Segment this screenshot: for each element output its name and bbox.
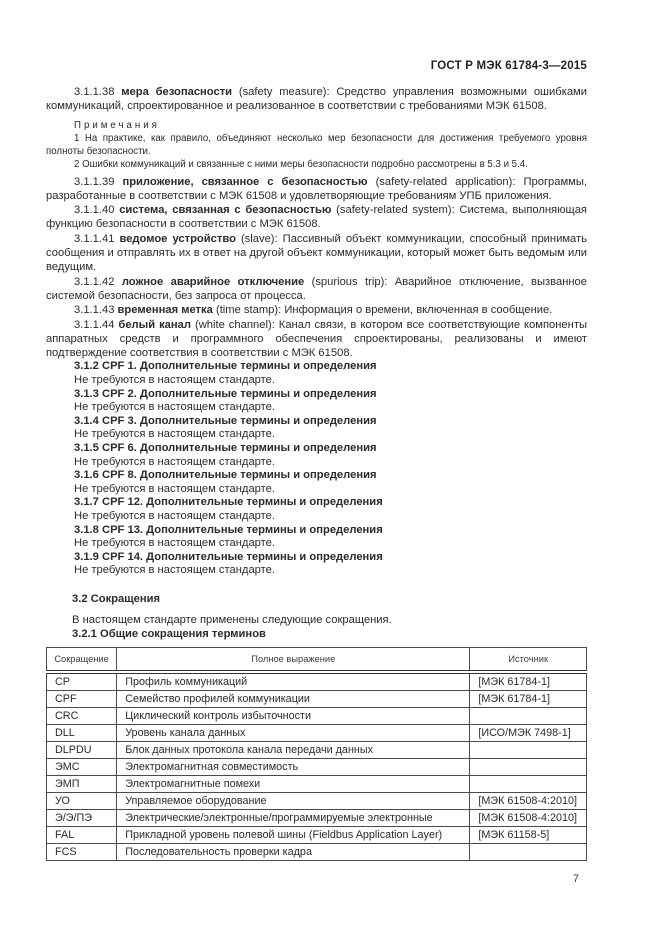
cell-abbr: DLL — [47, 724, 117, 741]
cell-expression: Профиль коммуникаций — [117, 672, 470, 691]
cpf-body: Не требуются в настоящем стандарте. — [74, 401, 275, 414]
clause-number: 3.1.1.40 — [74, 204, 120, 217]
cell-expression: Блок данных протокола канала передачи данных — [117, 741, 470, 758]
column-header-abbreviation: Сокращение — [47, 647, 117, 672]
clause-number: 3.1.1.42 — [74, 275, 122, 288]
cell-source — [470, 707, 587, 724]
term-definition: (safety-related system): Система, выполняющая функцию безопасности в соответствии с МЭК 61508. — [46, 204, 587, 231]
table-row — [47, 741, 587, 758]
clause-number: 3.1.1.43 — [74, 304, 118, 317]
clause-number: 3.1.1.41 — [74, 232, 120, 245]
cell-abbr: FCS — [47, 843, 117, 860]
table-row — [47, 775, 587, 792]
definition-paragraph — [46, 85, 587, 114]
cell-expression: Электромагнитная совместимость — [117, 758, 470, 775]
cell-expression: Электрические/электронные/программируемые электронные — [117, 809, 470, 826]
cell-expression: Циклический контроль избыточности — [117, 707, 470, 724]
doc-code-header: ГОСТ Р МЭК 61784-3—2015 — [430, 60, 587, 72]
cell-source — [470, 843, 587, 860]
cell-abbr: ЭМП — [47, 775, 117, 792]
cpf-heading: 3.1.6 CPF 8. Дополнительные термины и определения — [74, 469, 377, 482]
term-name: система, связанная с безопасностью — [119, 204, 332, 217]
note-item: 2 Ошибки коммуникаций и связанные с ними меры безопасности подробно рассмотрены в 5.3 и 5.4. — [74, 158, 528, 170]
cell-abbr: FAL — [47, 826, 117, 843]
table-row — [47, 843, 587, 860]
definition-paragraph — [46, 318, 587, 361]
cell-source: [МЭК 61784-1] — [470, 672, 587, 691]
column-header-source: Источник — [470, 647, 587, 672]
cell-source — [470, 775, 587, 792]
cell-source: [МЭК 61784-1] — [470, 690, 587, 707]
table-row — [47, 690, 587, 707]
cpf-body: Не требуются в настоящем стандарте. — [74, 509, 275, 522]
definition-paragraph — [46, 303, 587, 317]
term-name: мера безопасности — [121, 86, 233, 98]
section-intro: В настоящем стандарте применены следующие сокращения. — [72, 613, 392, 626]
term-name: приложение, связанное с безопасностью — [122, 175, 368, 188]
cell-abbr: CPF — [47, 690, 117, 707]
cell-expression: Уровень канала данных — [117, 724, 470, 741]
cpf-body: Не требуются в настоящем стандарте. — [74, 564, 275, 577]
cell-source: [МЭК 61158-5] — [470, 826, 587, 843]
definition-paragraph — [46, 275, 587, 304]
term-definition: (spurious trip): Аварийное отключение, вызванное системой безопасности, без запроса от процесса. — [46, 275, 588, 302]
section-title-abbreviations: 3.2 Сокращения — [72, 592, 161, 605]
cell-expression: Последовательность проверки кадра — [117, 843, 470, 860]
cpf-heading: 3.1.4 CPF 3. Дополнительные термины и определения — [74, 414, 377, 427]
table-row — [47, 724, 587, 741]
cell-source — [470, 758, 587, 775]
notes-block — [46, 119, 587, 171]
cpf-body: Не требуются в настоящем стандарте. — [74, 482, 275, 495]
note-item: 1 На практике, как правило, объединяют несколько мер безопасности для достижения требуемого уровня полноты безопасности. — [46, 132, 587, 157]
cpf-heading: 3.1.9 CPF 14. Дополнительные термины и определения — [74, 550, 383, 563]
definition-paragraph — [46, 203, 587, 232]
cell-expression: Семейство профилей коммуникации — [117, 690, 470, 707]
cell-expression: Электромагнитные помехи — [117, 775, 470, 792]
table-row — [47, 758, 587, 775]
cpf-heading: 3.1.7 CPF 12. Дополнительные термины и определения — [74, 496, 383, 509]
cell-source: [МЭК 61508-4:2010] — [470, 809, 587, 826]
cell-source — [470, 741, 587, 758]
term-definition: (time stamp): Информация о времени, включенная в сообщение. — [212, 304, 553, 317]
table-header-row — [47, 647, 587, 672]
cpf-body: Не требуются в настоящем стандарте. — [74, 428, 275, 441]
term-definition: (slave): Пассивный объект коммуникации, способный принимать сообщения и отправлять их в ответ на другой объект коммуникации, который может быть ведомым или ведущим. — [46, 232, 587, 274]
table-row — [47, 707, 587, 724]
definition-paragraph — [46, 232, 587, 275]
term-definition: (safety measure): Средство управления возможными ошибками коммуникаций, спроектированное и реализованное в соответствии с требованиями МЭК 61508. — [46, 86, 587, 113]
cpf-body: Не требуются в настоящем стандарте. — [74, 374, 275, 387]
term-name: ложное аварийное отключение — [121, 275, 305, 288]
term-definition: (white channel): Канал связи, в котором все соответствующие компоненты аппаратных средств и программного обеспечения спроектированы, реализованы и имеют подтверждение соответствия в соответствии с МЭК 61508. — [46, 318, 587, 360]
cpf-heading: 3.1.5 CPF 6. Дополнительные термины и определения — [74, 442, 377, 455]
table-row — [47, 826, 587, 843]
term-name: временная метка — [117, 304, 213, 317]
cell-abbr: CRC — [47, 707, 117, 724]
cell-abbr: DLPDU — [47, 741, 117, 758]
cpf-body: Не требуются в настоящем стандарте. — [74, 455, 275, 468]
cell-abbr: УО — [47, 792, 117, 809]
clause-number: 3.1.1.38 — [74, 86, 122, 98]
cell-abbr: ЭМС — [47, 758, 117, 775]
cpf-body: Не требуются в настоящем стандарте. — [74, 537, 275, 550]
cpf-heading: 3.1.2 CPF 1. Дополнительные термины и определения — [74, 360, 377, 373]
cpf-heading: 3.1.3 CPF 2. Дополнительные термины и определения — [74, 387, 377, 400]
term-name: белый канал — [118, 318, 191, 331]
cell-abbr: CP — [47, 672, 117, 691]
subsection-title: 3.2.1 Общие сокращения терминов — [72, 627, 266, 640]
cell-source: [МЭК 61508-4:2010] — [470, 792, 587, 809]
cell-source: [ИСО/МЭК 7498-1] — [470, 724, 587, 741]
cell-abbr: Э/Э/ПЭ — [47, 809, 117, 826]
term-definition: (safety-related application): Программы, разработанные в соответствии с МЭК 61508 и удовлетворяющие требованиям УПБ приложения. — [46, 175, 588, 202]
cpf-heading: 3.1.8 CPF 13. Дополнительные термины и определения — [74, 523, 383, 536]
document-content — [46, 85, 587, 885]
term-name: ведомое устройство — [119, 232, 236, 245]
column-header-full-expression: Полное выражение — [117, 647, 470, 672]
cell-expression: Прикладной уровень полевой шины (Fieldbus Application Layer) — [117, 826, 470, 843]
abbreviations-table — [46, 647, 587, 861]
cell-expression: Управляемое оборудование — [117, 792, 470, 809]
cpf-sections — [46, 360, 587, 578]
notes-label: Примечания — [74, 119, 160, 131]
table-row — [47, 809, 587, 826]
clause-number: 3.1.1.39 — [74, 175, 123, 188]
table-row — [47, 792, 587, 809]
definition-paragraph — [46, 175, 587, 204]
table-row — [47, 672, 587, 691]
clause-number: 3.1.1.44 — [74, 318, 119, 331]
page-number: 7 — [572, 872, 579, 885]
